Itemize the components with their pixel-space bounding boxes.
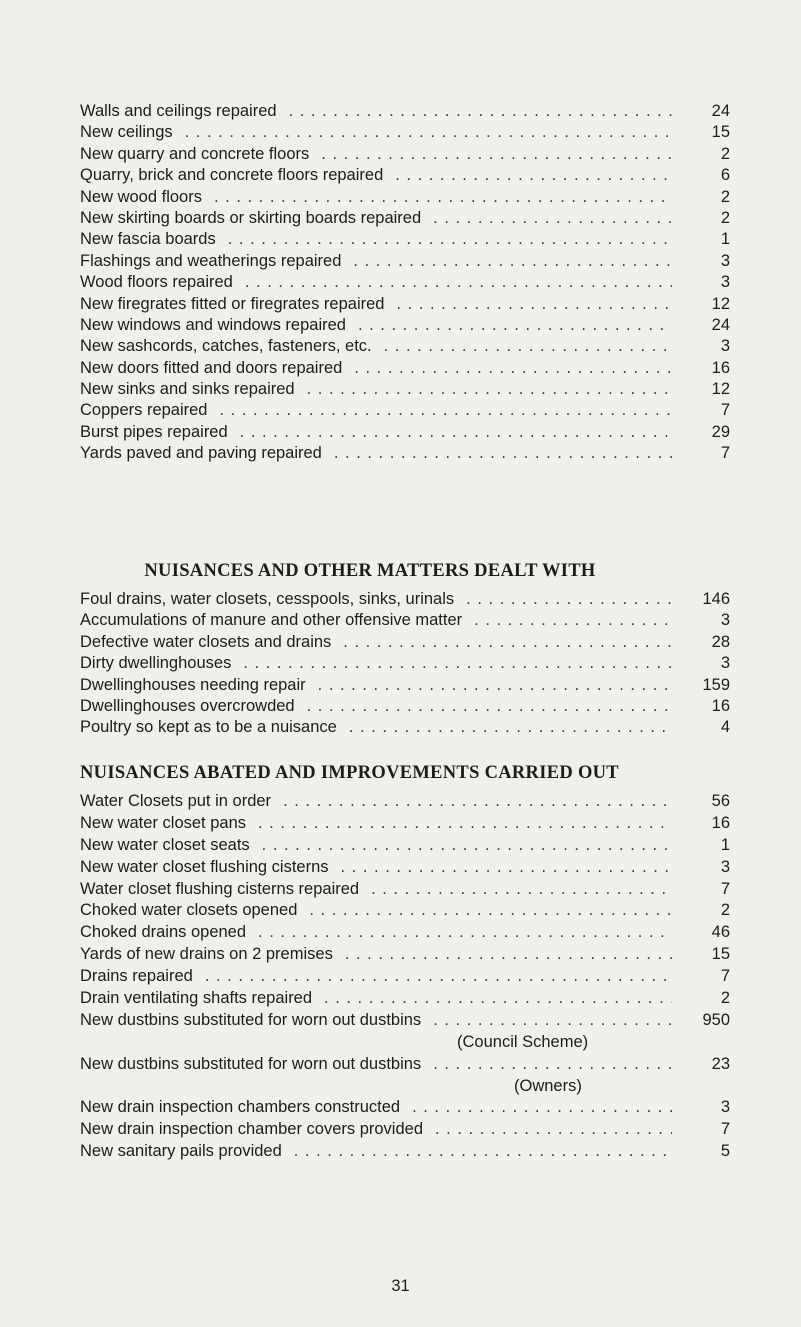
list-item — [80, 1141, 730, 1163]
list-item — [80, 187, 730, 208]
item-value: 3 — [720, 337, 730, 356]
item-label: Flashings and weatherings repaired — [80, 251, 342, 270]
list-item — [80, 696, 730, 717]
item-value: 146 — [702, 590, 730, 608]
dot-leader — [466, 589, 672, 610]
item-note: (Council Scheme) — [457, 1032, 589, 1051]
dot-leader — [289, 101, 672, 122]
item-label: Drain ventilating shafts repaired — [80, 989, 313, 1008]
dot-leader — [412, 1097, 672, 1119]
list-item — [80, 1010, 730, 1032]
dot-leader — [307, 696, 672, 717]
item-label: New firegrates fitted or firegrates repaired — [80, 294, 385, 313]
list-item — [80, 717, 730, 738]
item-value: 7 — [720, 879, 730, 898]
dot-leader — [433, 1054, 672, 1076]
dot-leader — [220, 400, 673, 421]
item-label: New water closet flushing cisterns — [80, 857, 329, 876]
item-label: New skirting boards or skirting boards repaired — [80, 208, 422, 227]
item-label: Quarry, brick and concrete floors repaired — [80, 166, 384, 185]
item-label: Walls and ceilings repaired — [80, 102, 277, 120]
list-item — [80, 1119, 730, 1141]
list-item — [80, 443, 730, 464]
nuisances-list — [80, 589, 730, 739]
item-label: New fascia boards — [80, 230, 216, 249]
list-item — [80, 400, 730, 421]
list-item — [80, 988, 730, 1010]
item-label: New drain inspection chamber covers provided — [80, 1120, 424, 1139]
item-value: 29 — [711, 422, 730, 441]
list-item — [80, 632, 730, 653]
dot-leader — [433, 208, 672, 229]
item-value: 16 — [711, 813, 730, 832]
dot-leader — [396, 294, 672, 315]
item-label: New quarry and concrete floors — [80, 144, 310, 163]
item-label: Drains repaired — [80, 967, 193, 986]
item-label: Dwellinghouses overcrowded — [80, 696, 295, 715]
list-item — [80, 315, 730, 336]
item-label: Water Closets put in order — [80, 792, 272, 810]
item-value: 23 — [711, 1054, 730, 1073]
item-label: Yards of new drains on 2 premises — [80, 945, 333, 964]
list-item — [80, 835, 730, 857]
list-item — [80, 900, 730, 922]
item-label: New windows and windows repaired — [80, 315, 346, 334]
list-item — [80, 1054, 730, 1076]
item-value: 3 — [720, 251, 730, 270]
item-value: 3 — [720, 654, 730, 673]
list-item — [80, 944, 730, 966]
item-label: New water closet pans — [80, 813, 246, 832]
item-value: 3 — [720, 611, 730, 630]
dot-leader — [435, 1119, 672, 1141]
list-item — [80, 653, 730, 674]
item-label: Water closet flushing cisterns repaired — [80, 879, 360, 898]
item-value: 950 — [702, 1010, 730, 1029]
list-item — [80, 101, 730, 122]
dot-leader — [474, 610, 672, 631]
dot-leader — [309, 900, 672, 922]
item-label: Defective water closets and drains — [80, 632, 332, 651]
dot-leader — [245, 272, 672, 293]
item-value: 3 — [720, 1098, 730, 1117]
list-item — [80, 879, 730, 901]
section-heading-nuisances: NUISANCES AND OTHER MATTERS DEALT WITH — [144, 561, 596, 581]
list-item — [80, 208, 730, 229]
list-item — [80, 122, 730, 143]
item-value: 15 — [711, 945, 730, 964]
dot-leader — [358, 315, 672, 336]
item-label: New sashcords, catches, fasteners, etc. — [80, 337, 372, 356]
dot-leader — [349, 717, 672, 738]
dot-leader — [240, 422, 672, 443]
item-label: New dustbins substituted for worn out dustbins — [80, 1010, 422, 1029]
item-label: Yards paved and paving repaired — [80, 444, 322, 463]
list-item — [80, 251, 730, 272]
item-value: 4 — [720, 718, 730, 737]
item-label: Dwellinghouses needing repair — [80, 675, 306, 694]
dot-leader — [228, 229, 672, 250]
item-value: 7 — [720, 444, 730, 463]
item-value: 12 — [711, 380, 730, 399]
item-label: New wood floors — [80, 187, 202, 206]
item-value: 15 — [711, 123, 730, 142]
dot-leader — [321, 144, 672, 165]
item-label: Dirty dwellinghouses — [80, 654, 232, 673]
item-value: 7 — [720, 1120, 730, 1139]
list-item — [80, 675, 730, 696]
page-number: 31 — [391, 1277, 410, 1295]
list-item — [80, 229, 730, 250]
item-value: 1 — [720, 835, 730, 854]
item-value: 2 — [720, 144, 730, 163]
list-item — [80, 336, 730, 357]
item-value: 2 — [720, 901, 730, 920]
list-item — [80, 358, 730, 379]
item-label: Choked drains opened — [80, 923, 247, 942]
list-item — [80, 857, 730, 879]
dot-leader — [345, 944, 672, 966]
dot-leader — [384, 336, 672, 357]
list-item — [80, 610, 730, 631]
dot-leader — [243, 653, 672, 674]
item-value: 1 — [720, 230, 730, 249]
list-item — [80, 422, 730, 443]
item-label: Poultry so kept as to be a nuisance — [80, 718, 337, 737]
item-value: 3 — [720, 273, 730, 292]
item-label: Coppers repaired — [80, 401, 208, 420]
item-label: New water closet seats — [80, 835, 250, 854]
item-value: 6 — [720, 166, 730, 185]
dot-leader — [433, 1010, 672, 1032]
item-value: 5 — [720, 1142, 730, 1161]
dot-leader — [353, 251, 672, 272]
list-item — [80, 165, 730, 186]
list-item — [80, 272, 730, 293]
abated-list — [80, 791, 730, 1163]
dot-leader — [185, 122, 672, 143]
list-item — [80, 1097, 730, 1119]
dot-leader — [343, 632, 672, 653]
item-value: 2 — [720, 208, 730, 227]
dot-leader — [334, 443, 672, 464]
item-note: (Owners) — [514, 1076, 582, 1095]
dot-leader — [262, 835, 672, 857]
dot-leader — [214, 187, 672, 208]
item-value: 46 — [711, 923, 730, 942]
item-label: Burst pipes repaired — [80, 422, 228, 441]
item-label: Foul drains, water closets, cesspools, sinks, urinals — [80, 590, 455, 608]
list-item — [80, 294, 730, 315]
dot-leader — [258, 813, 672, 835]
repairs-list — [80, 101, 730, 465]
item-value: 2 — [720, 187, 730, 206]
item-value: 56 — [711, 792, 730, 810]
section-heading-abated: NUISANCES ABATED AND IMPROVEMENTS CARRIED OUT — [80, 763, 619, 783]
item-value: 12 — [711, 294, 730, 313]
list-item — [80, 379, 730, 400]
dot-leader — [371, 879, 672, 901]
item-label: New sinks and sinks repaired — [80, 380, 295, 399]
dot-leader — [258, 922, 672, 944]
item-value: 16 — [711, 696, 730, 715]
item-value: 28 — [711, 632, 730, 651]
item-value: 24 — [711, 315, 730, 334]
item-label: New ceilings — [80, 123, 173, 142]
item-value: 7 — [720, 401, 730, 420]
dot-leader — [294, 1141, 672, 1163]
dot-leader — [307, 379, 672, 400]
item-label: Choked water closets opened — [80, 901, 298, 920]
item-value: 2 — [720, 989, 730, 1008]
dot-leader — [205, 966, 672, 988]
list-item — [80, 791, 730, 813]
item-value: 16 — [711, 358, 730, 377]
item-label: New sanitary pails provided — [80, 1142, 282, 1161]
dot-leader — [283, 791, 672, 813]
dot-leader — [354, 358, 672, 379]
item-label: Accumulations of manure and other offensive matter — [80, 611, 463, 630]
list-item — [80, 589, 730, 610]
list-item — [80, 966, 730, 988]
item-label: New doors fitted and doors repaired — [80, 358, 343, 377]
dot-leader — [395, 165, 672, 186]
item-value: 3 — [720, 857, 730, 876]
list-item — [80, 922, 730, 944]
dot-leader — [341, 857, 672, 879]
dot-leader — [318, 675, 672, 696]
list-item — [80, 144, 730, 165]
item-label: Wood floors repaired — [80, 273, 233, 292]
item-value: 159 — [702, 675, 730, 694]
list-item — [80, 813, 730, 835]
item-label: New dustbins substituted for worn out dustbins — [80, 1054, 422, 1073]
dot-leader — [324, 988, 672, 1010]
item-value: 7 — [720, 967, 730, 986]
item-value: 24 — [711, 102, 730, 120]
item-label: New drain inspection chambers constructed — [80, 1098, 401, 1117]
